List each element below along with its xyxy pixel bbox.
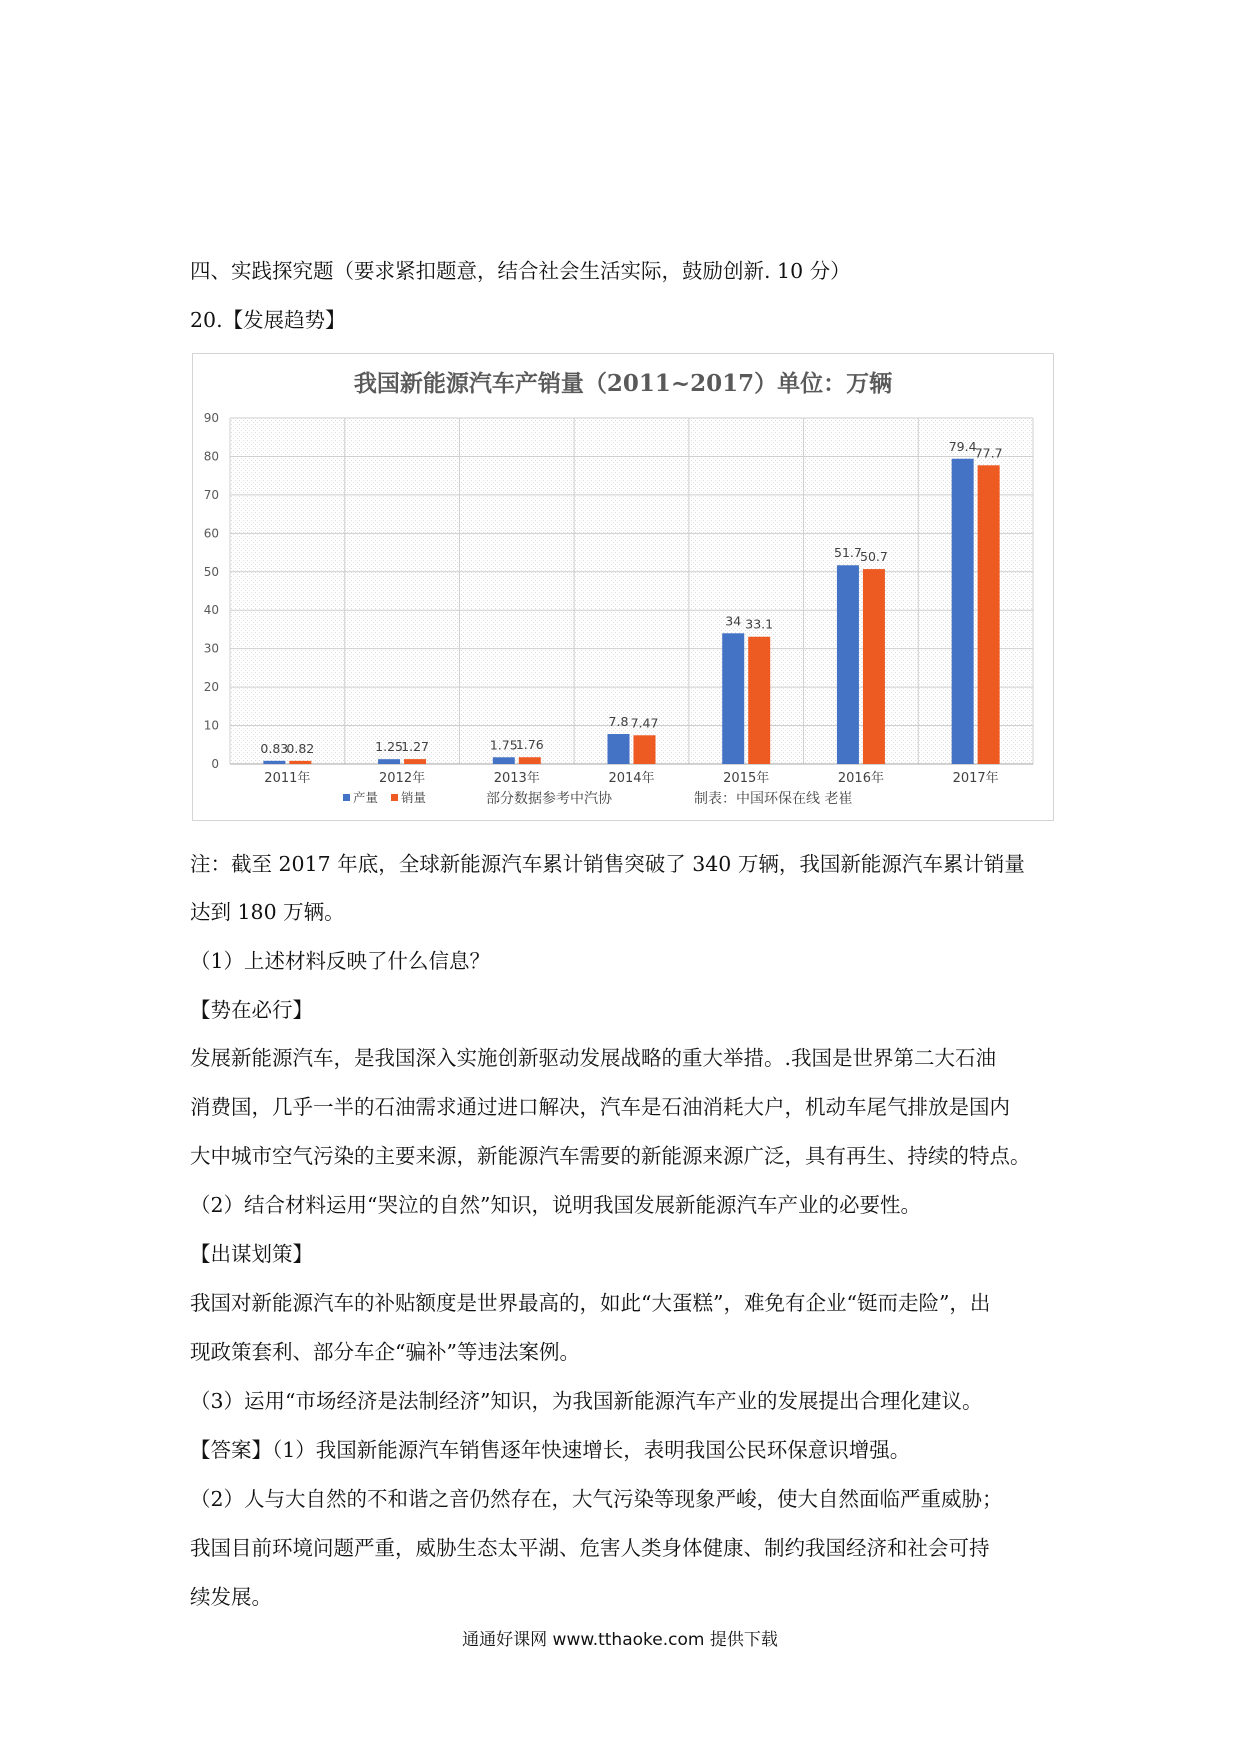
answer-1: 【答案】（1）我国新能源汽车销售逐年快速增长，表明我国公民环保意识增强。	[190, 1438, 911, 1462]
x-tick-label: 2016年	[837, 771, 884, 786]
y-tick-label: 50	[203, 564, 219, 579]
data-label: 79.4	[948, 438, 977, 454]
y-tick-label: 10	[203, 718, 219, 733]
y-tick-label: 20	[203, 680, 219, 695]
x-tick-label: 2013年	[493, 771, 540, 786]
bar-销量	[978, 465, 1000, 764]
x-tick-label: 2015年	[723, 771, 770, 786]
x-tick-label: 2017年	[952, 771, 999, 786]
answer-2: （2）人与大自然的不和谐之音仍然存在，大气污染等现象严峻，使大自然面临严重威胁；	[190, 1487, 1003, 1511]
note-line-2: 达到 180 万辆。	[190, 900, 345, 924]
data-label: 51.7	[834, 545, 862, 561]
bar-销量	[519, 757, 541, 764]
y-tick-label: 80	[203, 449, 219, 464]
data-label: 34	[725, 613, 742, 629]
data-label: 50.7	[860, 549, 888, 565]
y-tick-label: 70	[203, 487, 219, 502]
bar-销量	[748, 637, 770, 764]
legend-label: 产量	[353, 790, 379, 805]
paragraph-line: 现政策套利、部分车企“骗补”等违法案例。	[190, 1340, 580, 1364]
chart-svg	[193, 354, 1053, 820]
y-tick-label: 40	[203, 603, 219, 618]
bar-产量	[263, 761, 285, 764]
data-label: 1.76	[515, 737, 544, 753]
paragraph-line: 大中城市空气污染的主要来源，新能源汽车需要的新能源来源广泛，具有再生、持续的特点。	[190, 1144, 1031, 1168]
x-tick-label: 2011年	[264, 771, 311, 786]
legend-swatch	[343, 794, 350, 801]
answer-2-end: 续发展。	[190, 1585, 272, 1609]
section-necessity: 【势在必行】	[190, 998, 313, 1022]
note-line-1: 注：截至 2017 年底，全球新能源汽车累计销售突破了 340 万辆，我国新能源汽车累计销量	[190, 852, 1025, 876]
y-tick-label: 60	[203, 526, 219, 541]
data-label: 7.8	[608, 714, 629, 730]
question-3: （3）运用“市场经济是法制经济”知识，为我国新能源汽车产业的发展提出合理化建议。	[190, 1389, 983, 1413]
question-2: （2）结合材料运用“哭泣的自然”知识，说明我国发展新能源汽车产业的必要性。	[190, 1193, 922, 1217]
bar-chart	[192, 353, 1054, 821]
chart-source-note: 部分数据参考中汽协	[486, 791, 612, 807]
bar-产量	[608, 734, 630, 764]
question-number: 20.【发展趋势】	[190, 308, 346, 332]
y-tick-label: 30	[203, 641, 219, 656]
question-1: （1）上述材料反映了什么信息？	[190, 949, 491, 973]
answer-2-cont: 我国目前环境问题严重，威胁生态太平湖、危害人类身体健康、制约我国经济和社会可持	[190, 1536, 990, 1560]
x-tick-label: 2014年	[608, 771, 655, 786]
bar-产量	[952, 459, 974, 764]
data-label: 1.25	[375, 739, 403, 755]
bar-销量	[289, 761, 311, 764]
chart-credit: 制表：中国环保在线 老崔	[694, 791, 853, 807]
data-label: 0.83	[260, 740, 289, 756]
footer-download-note: 通通好课网 www.tthaoke.com 提供下载	[462, 1630, 778, 1650]
paragraph-line: 发展新能源汽车，是我国深入实施创新驱动发展战略的重大举措。.我国是世界第二大石油	[190, 1046, 997, 1070]
section-advice: 【出谋划策】	[190, 1242, 313, 1266]
paragraph-line: 我国对新能源汽车的补贴额度是世界最高的，如此“大蛋糕”，难免有企业“铤而走险”，出	[190, 1291, 991, 1315]
paragraph-line: 消费国，几乎一半的石油需求通过进口解决，汽车是石油消耗大户，机动车尾气排放是国内	[190, 1095, 1010, 1119]
legend-label: 销量	[401, 790, 427, 805]
chart-title: 我国新能源汽车产销量（2011~2017）单位：万辆	[353, 370, 893, 397]
section-heading: 四、实践探究题（要求紧扣题意，结合社会生活实际，鼓励创新. 10 分）	[190, 259, 851, 283]
bar-产量	[722, 633, 744, 764]
bar-销量	[404, 759, 426, 764]
y-tick-label: 0	[211, 757, 219, 771]
data-label: 33.1	[745, 616, 774, 632]
bar-销量	[634, 735, 656, 764]
bar-产量	[837, 565, 859, 764]
data-label: 1.27	[401, 739, 429, 755]
plot-area	[230, 418, 1033, 764]
data-label: 77.7	[974, 445, 1003, 461]
bar-销量	[863, 569, 885, 764]
data-label: 0.82	[286, 740, 315, 756]
legend-swatch	[391, 794, 398, 801]
x-tick-label: 2012年	[379, 771, 426, 786]
bar-产量	[378, 759, 400, 764]
y-tick-label: 90	[203, 411, 219, 425]
data-label: 1.75	[489, 737, 518, 753]
bar-产量	[493, 757, 515, 764]
data-label: 7.47	[630, 715, 659, 731]
